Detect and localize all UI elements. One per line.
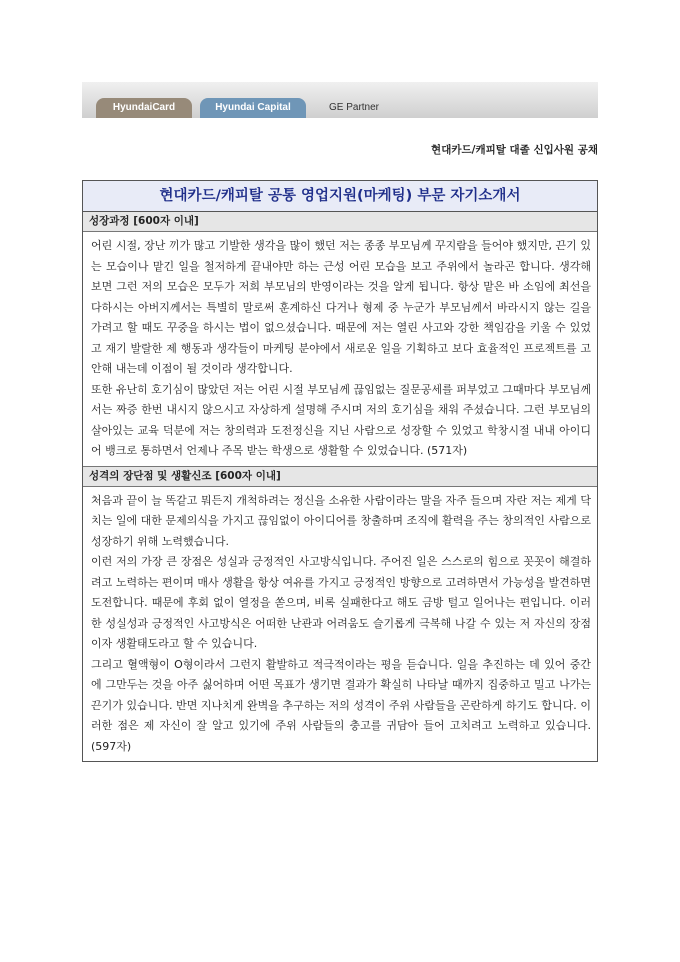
section-heading-personality: 성격의 장단점 및 생활신조 [600자 이내] <box>83 467 597 487</box>
paragraph: 이런 저의 가장 큰 장점은 성실과 긍정적인 사고방식입니다. 주어진 일은 스스로의 힘으로 꼿꼿이 해결하려고 노력하는 편이며 매사 생활을 항상 여유를 가지고 긍정적인 방향으로 고려하면서 가능성을 발견하면 도전합니다. 때문에 후회 없이 열정을 쏟으며, 비록 실패한다고 해도 금방 털고 일어나는 편입니다. 이러한 성실성과 긍정적인 사고방식은 어떠한 난관과 어려움도 슬기롭게 극복해 나갈 수 있는 저 자신의 장점이자 생활태도라고 할 수 있습니다. <box>91 555 591 650</box>
section-body-personality <box>83 487 597 762</box>
section-body-growth <box>83 232 597 467</box>
ge-partner-logo: GE Partner <box>328 102 380 113</box>
company-logo-bar <box>82 82 598 118</box>
hyundaicard-logo: HyundaiCard <box>96 98 192 118</box>
self-introduction-form <box>82 180 598 762</box>
paragraph: 그리고 혈액형이 O형이라서 그런지 활발하고 적극적이라는 평을 듣습니다. 일을 추진하는 데 있어 중간에 그만두는 것을 아주 싫어하며 어떤 목표가 생기면 결과가 확실히 나타날 때까지 집중하고 밀고 나가는 끈기가 있습니다. 반면 지나치게 완벽을 추구하는 저의 성격이 주위 사람들을 곤란하게 하기도 합니다. 이러한 점은 제 자신이 잘 알고 있기에 주위 사람들의 충고를 귀담아 들어 고치려고 노력하고 있습니다. (597자) <box>91 657 591 753</box>
section-heading-growth: 성장과정 [600자 이내] <box>83 212 597 232</box>
form-title: 현대카드/캐피탈 공통 영업지원(마케팅) 부문 자기소개서 <box>83 181 597 212</box>
paragraph: 처음과 끝이 늘 똑같고 뭐든지 개척하려는 정신을 소유한 사람이라는 말을 자주 들으며 자란 저는 제게 닥치는 일에 대한 문제의식을 가지고 끊임없이 아이디어를 창출하며 조직에 활력을 주는 창의적인 사람으로 성장하기 위해 노력했습니다. <box>91 493 591 548</box>
document-subtitle: 현대카드/캐피탈 대졸 신입사원 공채 <box>431 144 598 156</box>
paragraph: 또한 유난히 호기심이 많았던 저는 어린 시절 부모님께 끊임없는 질문공세를 퍼부었고 그때마다 부모님께서는 짜증 한번 내시지 않으시고 자상하게 설명해 주시며 저의 호기심을 채워 주셨습니다. 그런 부모님의 살아있는 교육 덕분에 저는 창의력과 도전정신을 지닌 사람으로 성장할 수 있었고 학창시절 내내 아이디어 뱅크로 통하면서 언제나 주목 받는 학생으로 생활할 수 있었습니다. (571자) <box>91 382 591 457</box>
hyundai-capital-logo: Hyundai Capital <box>200 98 306 118</box>
paragraph: 어린 시절, 장난 끼가 많고 기발한 생각을 많이 했던 저는 종종 부모님께 꾸지람을 들어야 했지만, 끈기 있는 모습이나 맡긴 일을 철저하게 끝내야만 하는 근성 어린 모습을 보고 주위에서 놀라곤 합니다. 생각해 보면 그런 저의 모습은 모두가 저희 부모님의 반영이라는 것을 알게 됩니다. 항상 맡은 바 소임에 최선을 다하시는 아버지께서는 특별히 말로써 훈계하신 다거나 형제 중 누군가 부모님께서 바라시지 않는 길을 가려고 할 때도 꾸중을 하시는 법이 없으셨습니다. 때문에 저는 열린 사고와 강한 책임감을 키울 수 있었고 재기 발랄한 제 행동과 생각들이 마케팅 분야에서 새로운 일을 기획하고 보다 효율적인 프로젝트를 고안해 내는데 이점이 될 것이라 생각합니다. <box>91 239 591 375</box>
